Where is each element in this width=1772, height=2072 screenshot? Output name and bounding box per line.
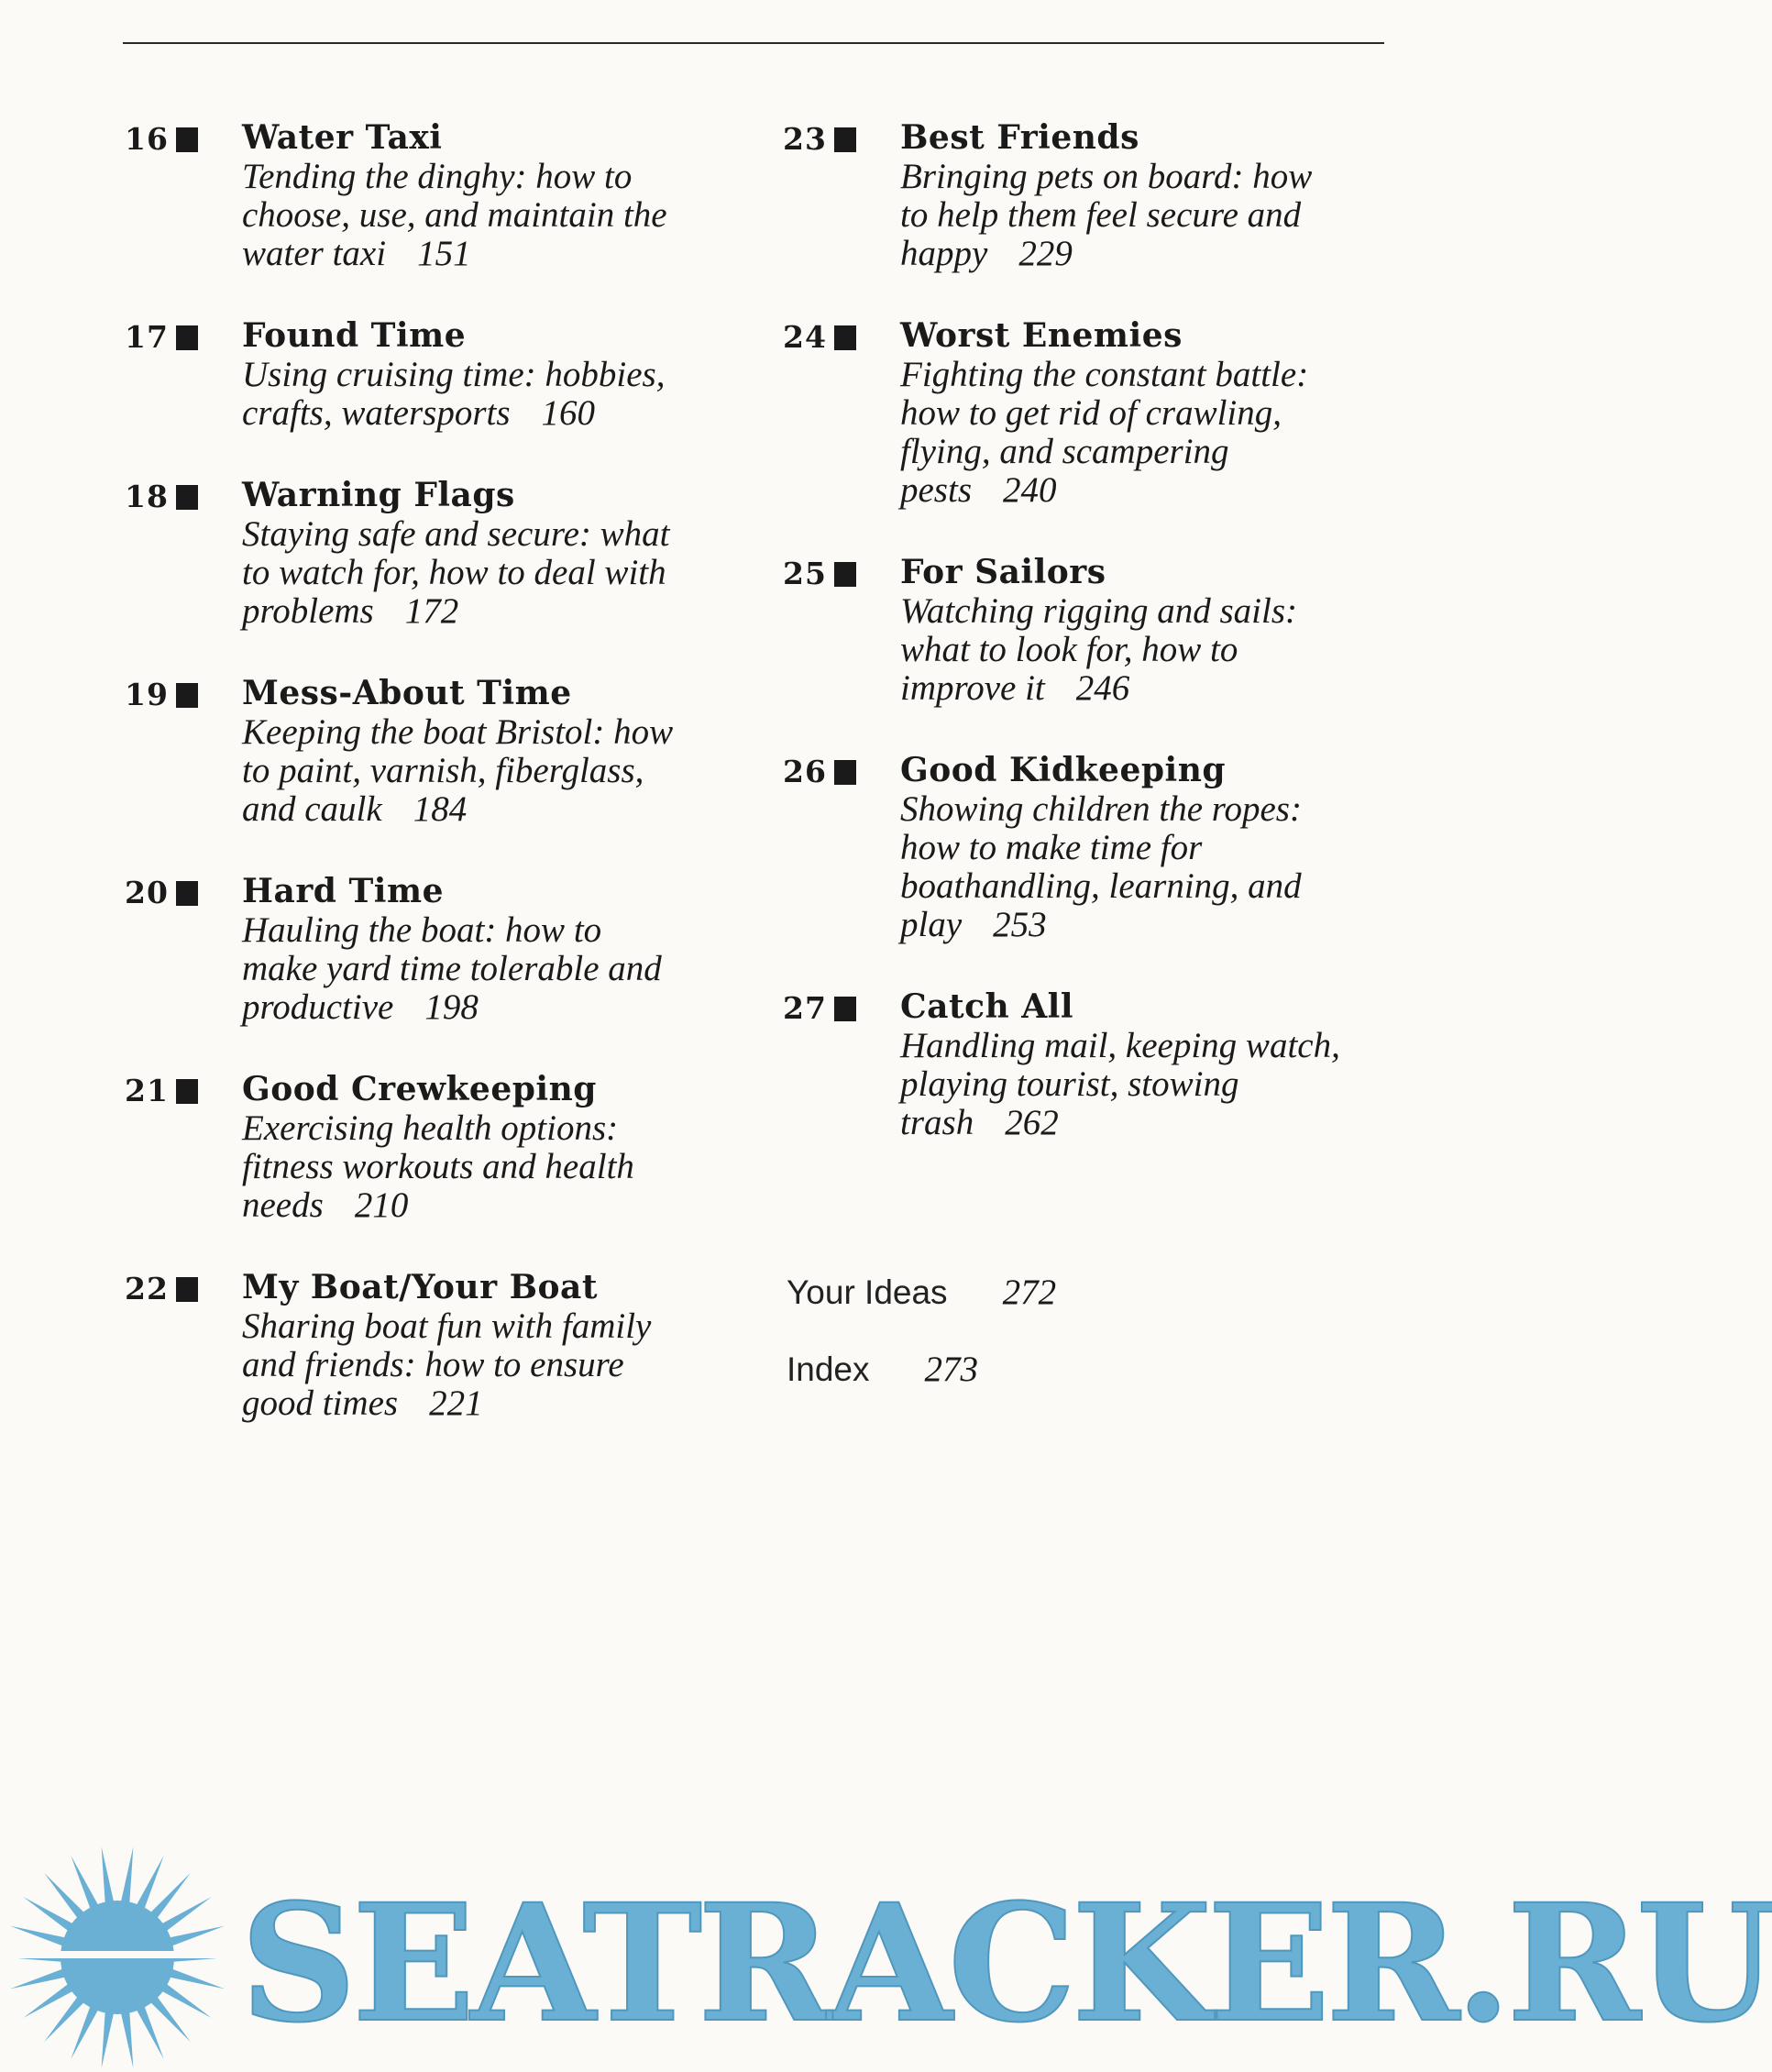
description-text: water taxi [242, 234, 387, 273]
description-text: what to look for, how to [900, 630, 1238, 669]
chapter-description [900, 158, 1425, 273]
description-text: Sharing boat fun with family [242, 1306, 652, 1346]
chapter-number-text: 21 [125, 1073, 169, 1108]
description-line [900, 1027, 1425, 1065]
description-line [242, 752, 766, 790]
chapter-number [783, 319, 856, 356]
description-line [900, 790, 1425, 829]
chapter-title: Found Time [242, 316, 467, 355]
chapter-number-text: 24 [783, 319, 827, 355]
description-text: improve it [900, 668, 1045, 708]
description-line [900, 906, 1425, 944]
chapter-number [125, 1073, 198, 1109]
description-text: Watching rigging and sails: [900, 591, 1297, 631]
page-number: 198 [424, 987, 479, 1027]
description-line [900, 235, 1425, 273]
toc-entry-chapter-19[interactable] [125, 673, 766, 829]
toc-entry-chapter-26[interactable] [783, 750, 1425, 944]
sun-ray [120, 2009, 133, 2067]
description-text: Staying safe and secure: what [242, 514, 670, 554]
square-bullet-icon [176, 1277, 198, 1302]
description-line [900, 1104, 1425, 1142]
description-text: productive [242, 987, 394, 1027]
page-number: 262 [1005, 1103, 1059, 1142]
sun-ray [167, 1968, 225, 1989]
description-line [900, 394, 1425, 433]
chapter-number-text: 22 [125, 1271, 169, 1306]
description-text: play [900, 905, 963, 944]
chapter-number [125, 1271, 198, 1307]
toc-entry-chapter-20[interactable] [125, 871, 766, 1027]
page-number: 246 [1075, 668, 1130, 708]
square-bullet-icon [176, 683, 198, 708]
chapter-number-text: 17 [125, 319, 169, 355]
toc-entry-chapter-23[interactable] [783, 117, 1425, 273]
page-number: 272 [1002, 1273, 1057, 1312]
toc-entry-chapter-16[interactable] [125, 117, 766, 273]
chapter-title: For Sailors [900, 553, 1106, 591]
description-line [242, 592, 766, 631]
square-bullet-icon [834, 325, 856, 350]
page-number: 253 [993, 905, 1047, 944]
toc-entry-chapter-24[interactable] [783, 315, 1425, 510]
description-text: Bringing pets on board: how [900, 157, 1313, 196]
chapter-number-text: 26 [783, 754, 827, 789]
description-text: how to make time for [900, 828, 1203, 867]
chapter-description [900, 356, 1425, 510]
description-text: and friends: how to ensure [242, 1345, 624, 1384]
square-bullet-icon [176, 485, 198, 510]
description-line [900, 158, 1425, 196]
description-text: Showing children the ropes: [900, 789, 1302, 829]
chapter-number-text: 20 [125, 875, 169, 910]
description-text: pests [900, 470, 972, 510]
square-bullet-icon [176, 881, 198, 906]
chapter-title: Best Friends [900, 118, 1139, 157]
chapter-number [125, 121, 198, 158]
description-line [900, 867, 1425, 906]
chapter-description [900, 592, 1425, 708]
top-rule [123, 42, 1384, 44]
chapter-number [783, 556, 856, 592]
chapter-number-text: 16 [125, 121, 169, 157]
chapter-title: Worst Enemies [900, 316, 1183, 355]
chapter-description [242, 713, 766, 829]
page-number: 273 [924, 1350, 979, 1389]
chapter-number [783, 121, 856, 158]
toc-left-column [125, 117, 766, 1465]
description-line [900, 631, 1425, 669]
description-text: make yard time tolerable and [242, 949, 662, 988]
toc-entry-chapter-17[interactable] [125, 315, 766, 433]
description-line [242, 1109, 766, 1148]
description-line [242, 1384, 766, 1423]
description-line [900, 592, 1425, 631]
chapter-number [125, 479, 198, 515]
description-line [900, 829, 1425, 867]
square-bullet-icon [176, 127, 198, 152]
chapter-description [900, 790, 1425, 944]
chapter-description [242, 356, 766, 433]
chapter-number-text: 25 [783, 556, 827, 591]
page-number: 221 [429, 1383, 483, 1423]
description-text: to watch for, how to deal with [242, 553, 666, 592]
description-text: good times [242, 1383, 399, 1423]
page-number: 240 [1003, 470, 1057, 510]
description-line [242, 356, 766, 394]
sun-ray [102, 2009, 115, 2067]
chapter-title: Good Kidkeeping [900, 751, 1227, 789]
description-text: Using cruising time: hobbies, [242, 355, 666, 394]
sun-ray [10, 1968, 68, 1989]
description-line [242, 988, 766, 1027]
description-text: to help them feel secure and [900, 195, 1302, 235]
chapter-description [242, 515, 766, 631]
description-line [242, 1346, 766, 1384]
chapter-title: Water Taxi [242, 118, 443, 157]
description-text: trash [900, 1103, 974, 1142]
sun-ray [71, 1856, 99, 1911]
description-text: flying, and scampering [900, 432, 1229, 471]
description-line [242, 394, 766, 433]
description-text: Hauling the boat: how to [242, 910, 602, 950]
square-bullet-icon [176, 1079, 198, 1104]
back-matter-list [787, 1273, 1056, 1427]
description-text: needs [242, 1185, 324, 1225]
sun-ray [10, 1926, 68, 1947]
description-line [242, 515, 766, 554]
toc-entry-chapter-22[interactable] [125, 1267, 766, 1423]
chapter-title: Hard Time [242, 872, 444, 910]
toc-extra-index[interactable] [787, 1350, 1056, 1390]
toc-entry-chapter-25[interactable] [783, 552, 1425, 708]
chapter-title: My Boat/Your Boat [242, 1268, 598, 1306]
chapter-number [783, 754, 856, 790]
description-line [242, 196, 766, 235]
description-line [900, 1065, 1425, 1104]
toc-extra-your-ideas[interactable] [787, 1273, 1056, 1313]
chapter-number [783, 990, 856, 1027]
description-line [900, 669, 1425, 708]
description-text: playing tourist, stowing [900, 1064, 1239, 1104]
sun-ray [135, 2004, 163, 2059]
description-line [242, 713, 766, 752]
description-text: problems [242, 591, 374, 631]
toc-right-column [783, 117, 1425, 1185]
square-bullet-icon [834, 562, 856, 587]
chapter-number [125, 875, 198, 911]
sun-logo-icon [0, 1843, 238, 2072]
page-number: 184 [413, 789, 468, 829]
toc-entry-chapter-21[interactable] [125, 1069, 766, 1225]
description-text: to paint, varnish, fiberglass, [242, 751, 644, 790]
chapter-number-text: 27 [783, 990, 827, 1026]
description-text: Handling mail, keeping watch, [900, 1026, 1340, 1065]
description-line [242, 554, 766, 592]
chapter-title: Mess-About Time [242, 674, 572, 712]
description-text: and caulk [242, 789, 382, 829]
square-bullet-icon [834, 997, 856, 1021]
page-number: 229 [1018, 234, 1073, 273]
description-text: Tending the dinghy: how to [242, 157, 633, 196]
sun-ray [102, 1846, 115, 1905]
chapter-number [125, 319, 198, 356]
toc-entry-chapter-18[interactable] [125, 475, 766, 631]
sun-ray [120, 1846, 133, 1905]
watermark-text: SEATRACKER.RU [240, 1868, 1772, 2058]
square-bullet-icon [176, 325, 198, 350]
chapter-description [242, 158, 766, 273]
chapter-description [242, 1307, 766, 1423]
description-text: crafts, watersports [242, 393, 511, 433]
chapter-title: Catch All [900, 987, 1074, 1026]
description-line [242, 158, 766, 196]
description-text: boathandling, learning, and [900, 866, 1302, 906]
chapter-title: Warning Flags [242, 476, 515, 514]
description-text: Exercising health options: [242, 1108, 619, 1148]
description-text: Fighting the constant battle: [900, 355, 1309, 394]
toc-entry-chapter-27[interactable] [783, 986, 1425, 1142]
watermark [0, 1843, 1772, 2072]
extra-label: Index [787, 1350, 870, 1388]
chapter-description [242, 911, 766, 1027]
square-bullet-icon [834, 760, 856, 785]
description-text: fitness workouts and health [242, 1147, 634, 1186]
description-line [242, 1148, 766, 1186]
description-text: how to get rid of crawling, [900, 393, 1282, 433]
description-line [242, 790, 766, 829]
chapter-title: Good Crewkeeping [242, 1070, 597, 1108]
sun-ray [71, 2004, 99, 2059]
description-line [242, 911, 766, 950]
chapter-description [242, 1109, 766, 1225]
square-bullet-icon [834, 127, 856, 152]
chapter-number-text: 18 [125, 479, 169, 514]
description-line [900, 471, 1425, 510]
chapter-description [900, 1027, 1425, 1142]
chapter-number-text: 23 [783, 121, 827, 157]
sun-ray [167, 1926, 225, 1947]
page-number: 210 [354, 1185, 409, 1225]
sun-ray [135, 1856, 163, 1911]
chapter-number-text: 19 [125, 677, 169, 712]
extra-label: Your Ideas [787, 1273, 948, 1311]
chapter-number [125, 677, 198, 713]
description-line [242, 950, 766, 988]
description-line [900, 433, 1425, 471]
page-number: 172 [404, 591, 459, 631]
description-text: Keeping the boat Bristol: how [242, 712, 674, 752]
description-line [900, 356, 1425, 394]
description-text: choose, use, and maintain the [242, 195, 667, 235]
description-text: happy [900, 234, 988, 273]
page-number: 151 [417, 234, 471, 273]
description-line [900, 196, 1425, 235]
description-line [242, 1186, 766, 1225]
description-line [242, 235, 766, 273]
description-line [242, 1307, 766, 1346]
page-number: 160 [541, 393, 596, 433]
